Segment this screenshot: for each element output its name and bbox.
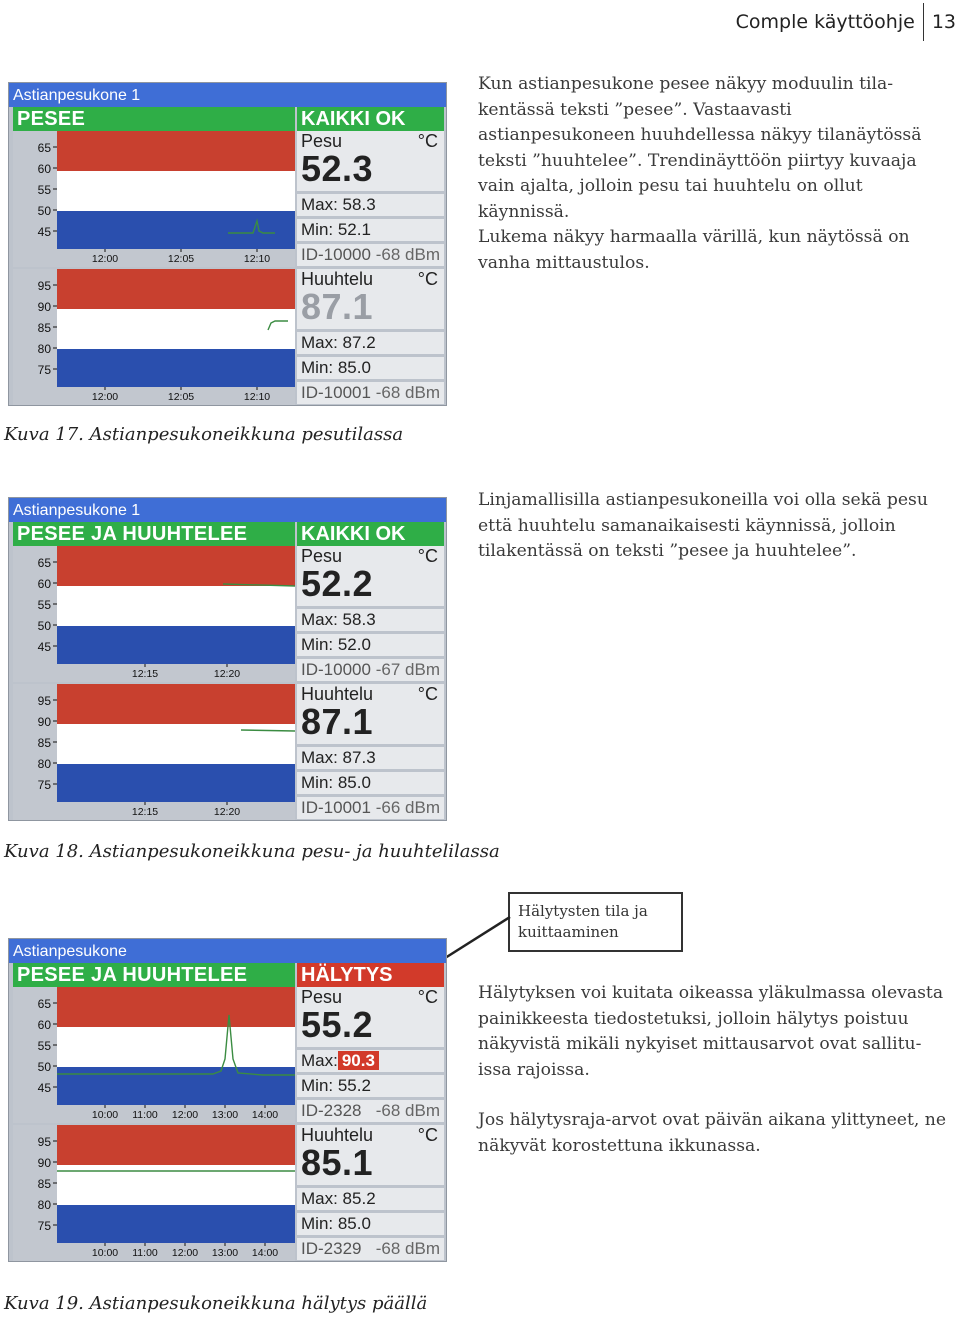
y-tick-label: 85 xyxy=(37,1177,51,1191)
status-field: PESEE xyxy=(13,107,295,131)
sensor-id: ID-10000 xyxy=(301,660,371,679)
unit-label: °C xyxy=(417,131,438,151)
trend-chart-svg xyxy=(13,987,295,1123)
trend-chart xyxy=(13,1125,295,1261)
band-ok xyxy=(57,1027,295,1067)
x-tick-label: 12:05 xyxy=(167,253,195,265)
x-tick-label: 12:15 xyxy=(131,668,159,680)
signal-strength: -67 dBm xyxy=(375,660,440,679)
x-tick-label: 12:00 xyxy=(171,1109,199,1121)
module-title: Astianpesukone 1 xyxy=(13,502,141,519)
paragraph-alarm-ack xyxy=(478,981,948,1083)
reading-panel xyxy=(297,546,444,683)
status-field: PESEE JA HUUHTELEE xyxy=(13,522,295,546)
reading-header xyxy=(297,987,444,1047)
y-tick-label: 50 xyxy=(37,1060,51,1074)
max-text: Max: 58.3 xyxy=(301,610,376,629)
unit-label: °C xyxy=(417,546,438,566)
max-reading xyxy=(297,194,444,216)
dishwasher-module-window xyxy=(8,938,447,1262)
sensor-id-row xyxy=(297,382,444,404)
min-text: Min: 85.0 xyxy=(301,773,371,792)
reading-header xyxy=(297,131,444,191)
sensor-id-row xyxy=(297,797,444,819)
y-tick-label: 85 xyxy=(37,321,51,335)
max-value-alarm: 90.3 xyxy=(338,1051,379,1070)
current-value: 52.3 xyxy=(301,148,374,189)
paragraph-alarm-history xyxy=(478,1108,948,1159)
unit-label: °C xyxy=(417,269,438,289)
x-tick-label: 12:00 xyxy=(91,253,119,265)
reading-panel xyxy=(297,269,444,406)
trend-chart-svg xyxy=(13,684,295,820)
sensor-id-row xyxy=(297,659,444,681)
document-title: Comple käyttöohje xyxy=(735,11,915,33)
x-tick-label: 11:00 xyxy=(132,1247,158,1259)
y-tick-label: 75 xyxy=(37,1219,51,1233)
reading-panel xyxy=(297,131,444,268)
sensor-id: ID-2329 xyxy=(301,1239,362,1258)
x-tick-label: 12:10 xyxy=(243,253,271,265)
min-text: Min: 55.2 xyxy=(301,1076,371,1095)
unit-label: °C xyxy=(417,987,438,1007)
trend-chart xyxy=(13,269,295,405)
module-title: Astianpesukone xyxy=(13,943,127,960)
x-tick-label: 14:00 xyxy=(251,1247,279,1259)
max-text: Max: 58.3 xyxy=(301,195,376,214)
trend-chart-svg xyxy=(13,269,295,405)
max-reading xyxy=(297,609,444,631)
sensor-id: ID-10000 xyxy=(301,245,371,264)
y-tick-label: 80 xyxy=(37,757,51,771)
status-field: PESEE JA HUUHTELEE xyxy=(13,963,295,987)
unit-label: °C xyxy=(417,1125,438,1145)
trend-chart xyxy=(13,131,295,267)
sensor-name: Huuhtelu xyxy=(301,269,374,289)
y-tick-label: 45 xyxy=(37,640,51,654)
max-reading xyxy=(297,1050,444,1072)
band-high xyxy=(57,546,295,586)
page-header xyxy=(736,4,960,40)
band-low xyxy=(57,1205,295,1243)
current-value: 55.2 xyxy=(301,1004,374,1045)
y-tick-label: 95 xyxy=(37,694,51,708)
band-high xyxy=(57,269,295,309)
min-text: Min: 85.0 xyxy=(301,1214,371,1233)
state-ok-indicator: KAIKKI OK xyxy=(297,107,444,131)
alarm-acknowledge-button[interactable]: HÄLYTYS xyxy=(297,963,444,987)
x-tick-label: 13:00 xyxy=(211,1109,239,1121)
figure-caption-17: Kuva 17. Astianpesukoneikkuna pesutilassa xyxy=(4,424,404,445)
sensor-name: Huuhtelu xyxy=(301,684,374,704)
reading-panel xyxy=(297,987,444,1124)
current-value: 85.1 xyxy=(301,1142,374,1183)
trend-line xyxy=(241,730,295,731)
x-tick-label: 12:15 xyxy=(131,806,159,818)
signal-strength: -68 dBm xyxy=(375,245,440,264)
y-tick-label: 90 xyxy=(37,300,51,314)
min-reading xyxy=(297,772,444,794)
paragraph-text: Kun astianpesukone pesee näkyy moduulin tila-kentässä teksti ”pesee”. Vastaavasti astianpesukoneen huuhdellessa näkyy tilanäytössä teksti ”huuhtelee”. Trendinäyttöön piirtyy kuvaaja vain ajalta, jolloin pesu tai huuhtelu on ollut käynnissä. xyxy=(478,74,922,222)
x-tick-label: 12:00 xyxy=(171,1247,199,1259)
x-tick-label: 12:00 xyxy=(91,391,119,403)
y-tick-label: 50 xyxy=(37,619,51,633)
y-tick-label: 80 xyxy=(37,342,51,356)
x-tick-label: 10:00 xyxy=(91,1247,119,1259)
band-low xyxy=(57,626,295,664)
max-text: Max: 85.2 xyxy=(301,1189,376,1208)
y-tick-label: 95 xyxy=(37,1135,51,1149)
figure-caption-19: Kuva 19. Astianpesukoneikkuna hälytys päällä xyxy=(4,1293,428,1314)
callout-box xyxy=(508,892,683,952)
x-tick-label: 12:05 xyxy=(167,391,195,403)
band-low xyxy=(57,764,295,802)
reading-header xyxy=(297,1125,444,1185)
max-text: Max: 87.3 xyxy=(301,748,376,767)
x-tick-label: 14:00 xyxy=(251,1109,279,1121)
page-number: 13 xyxy=(931,11,956,33)
signal-strength: -66 dBm xyxy=(375,798,440,817)
callout-text: Hälytysten tila ja kuittaaminen xyxy=(518,902,648,941)
sensor-id: ID-10001 xyxy=(301,383,371,402)
signal-strength: -68 dBm xyxy=(375,1239,440,1258)
current-value: 87.1 xyxy=(301,286,374,327)
y-tick-label: 45 xyxy=(37,1081,51,1095)
sensor-name: Huuhtelu xyxy=(301,1125,374,1145)
y-tick-label: 85 xyxy=(37,736,51,750)
figure-caption-18: Kuva 18. Astianpesukoneikkuna pesu- ja huuhtelilassa xyxy=(4,841,500,862)
state-ok-indicator: KAIKKI OK xyxy=(297,522,444,546)
trend-chart-svg xyxy=(13,546,295,682)
band-high xyxy=(57,1125,295,1165)
band-high xyxy=(57,684,295,724)
y-tick-label: 60 xyxy=(37,162,51,176)
max-label: Max: xyxy=(301,1051,338,1070)
y-tick-label: 60 xyxy=(37,1018,51,1032)
sensor-name: Pesu xyxy=(301,987,343,1007)
dishwasher-module-window xyxy=(8,497,447,821)
sensor-id: ID-2328 xyxy=(301,1101,362,1120)
y-tick-label: 75 xyxy=(37,363,51,377)
y-tick-label: 80 xyxy=(37,1198,51,1212)
signal-strength: -68 dBm xyxy=(375,1101,440,1120)
sensor-name: Pesu xyxy=(301,546,343,566)
reading-panel xyxy=(297,684,444,821)
band-low xyxy=(57,349,295,387)
y-tick-label: 65 xyxy=(37,556,51,570)
max-reading xyxy=(297,1188,444,1210)
y-tick-label: 60 xyxy=(37,577,51,591)
y-tick-label: 55 xyxy=(37,598,51,612)
paragraph-wash-and-rinse xyxy=(478,488,948,565)
y-tick-label: 50 xyxy=(37,204,51,218)
x-tick-label: 10:00 xyxy=(91,1109,119,1121)
min-reading xyxy=(297,1213,444,1235)
current-value: 87.1 xyxy=(301,701,374,742)
band-ok xyxy=(57,586,295,626)
paragraph-text: Hälytyksen voi kuitata oikeassa yläkulmassa olevasta painikkeesta tiedostetuksi, jolloin hälytys poistuu näkyvistä mikäli nykyiset mittausarvot ovat sallitu-issa rajoissa. xyxy=(478,983,944,1080)
unit-label: °C xyxy=(417,684,438,704)
x-tick-label: 11:00 xyxy=(132,1109,158,1121)
reading-panel xyxy=(297,1125,444,1262)
min-reading xyxy=(297,219,444,241)
max-reading xyxy=(297,747,444,769)
sensor-name: Pesu xyxy=(301,131,343,151)
min-reading xyxy=(297,634,444,656)
reading-header xyxy=(297,684,444,744)
x-tick-label: 13:00 xyxy=(211,1247,239,1259)
y-tick-label: 55 xyxy=(37,1039,51,1053)
band-ok xyxy=(57,171,295,211)
x-tick-label: 12:10 xyxy=(243,391,271,403)
y-tick-label: 90 xyxy=(37,715,51,729)
sensor-id-row xyxy=(297,1100,444,1122)
paragraph-stale-reading xyxy=(478,225,948,276)
y-tick-label: 95 xyxy=(37,279,51,293)
y-tick-label: 65 xyxy=(37,997,51,1011)
x-tick-label: 12:20 xyxy=(213,806,241,818)
trend-chart-svg xyxy=(13,1125,295,1261)
paragraph-text: Linjamallisilla astianpesukoneilla voi olla sekä pesu että huuhtelu samanaikaisesti käynnissä, jolloin tilakentässä on teksti ”pesee ja huuhtelee”. xyxy=(478,490,928,561)
trend-chart xyxy=(13,684,295,820)
signal-strength: -68 dBm xyxy=(375,383,440,402)
min-text: Min: 85.0 xyxy=(301,358,371,377)
band-ok xyxy=(57,309,295,349)
x-tick-label: 12:20 xyxy=(213,668,241,680)
sensor-id-row xyxy=(297,244,444,266)
current-value: 52.2 xyxy=(301,563,374,604)
reading-header xyxy=(297,269,444,329)
max-text: Max: 87.2 xyxy=(301,333,376,352)
sensor-id: ID-10001 xyxy=(301,798,371,817)
sensor-id-row xyxy=(297,1238,444,1260)
y-tick-label: 45 xyxy=(37,225,51,239)
module-title: Astianpesukone 1 xyxy=(13,87,141,104)
paragraph-text: Jos hälytysraja-arvot ovat päivän aikana ylittyneet, ne näkyvät korostettuna ikkunassa. xyxy=(478,1110,947,1156)
min-reading xyxy=(297,357,444,379)
paragraph-wash-mode xyxy=(478,72,948,225)
band-high xyxy=(57,131,295,171)
dishwasher-module-window xyxy=(8,82,447,406)
y-tick-label: 55 xyxy=(37,183,51,197)
y-tick-label: 65 xyxy=(37,141,51,155)
band-high xyxy=(57,987,295,1027)
min-text: Min: 52.0 xyxy=(301,635,371,654)
trend-chart xyxy=(13,987,295,1123)
band-low xyxy=(57,1067,295,1105)
y-tick-label: 75 xyxy=(37,778,51,792)
paragraph-text: Lukema näkyy harmaalla värillä, kun näytössä on vanha mittaustulos. xyxy=(478,227,910,273)
trend-chart xyxy=(13,546,295,682)
min-text: Min: 52.1 xyxy=(301,220,371,239)
min-reading xyxy=(297,1075,444,1097)
trend-chart-svg xyxy=(13,131,295,267)
reading-header xyxy=(297,546,444,606)
y-tick-label: 90 xyxy=(37,1156,51,1170)
max-reading xyxy=(297,332,444,354)
